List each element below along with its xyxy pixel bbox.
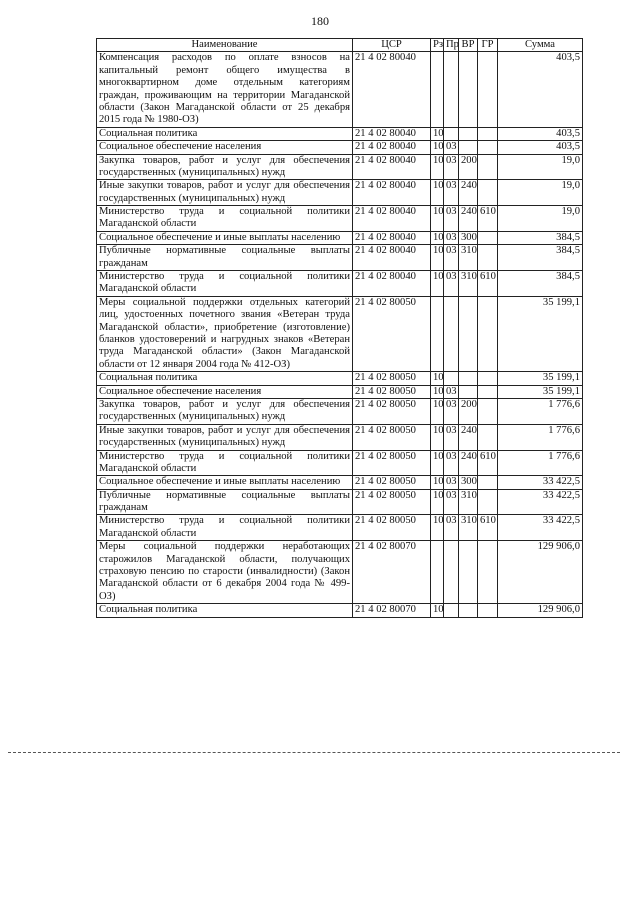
cell-sum: 33 422,5 [498, 515, 583, 541]
column-header-gr: ГР [478, 39, 498, 52]
column-header-name: Наименование [97, 39, 353, 52]
cell-pr: 03 [444, 385, 459, 398]
cell-rz: 10 [431, 127, 444, 140]
page-number: 180 [311, 14, 329, 28]
cell-csr: 21 4 02 80040 [353, 206, 431, 232]
cell-pr: 03 [444, 450, 459, 476]
cell-gr [478, 541, 498, 604]
cell-vr [459, 141, 478, 154]
cell-name: Министерство труда и социальной политики Магаданской области [97, 271, 353, 297]
cell-vr [459, 604, 478, 617]
cell-name: Министерство труда и социальной политики Магаданской области [97, 515, 353, 541]
cell-rz: 10 [431, 231, 444, 244]
cell-vr: 200 [459, 398, 478, 424]
cell-name: Публичные нормативные социальные выплаты гражданам [97, 245, 353, 271]
table-row [97, 489, 583, 515]
cell-gr: 610 [478, 206, 498, 232]
cell-pr: 03 [444, 515, 459, 541]
table-row [97, 296, 583, 371]
cell-gr [478, 52, 498, 127]
cell-name: Социальное обеспечение и иные выплаты населению [97, 231, 353, 244]
column-header-sum: Сумма [498, 39, 583, 52]
budget-table [96, 38, 583, 618]
cell-vr: 300 [459, 476, 478, 489]
cell-vr: 240 [459, 450, 478, 476]
cell-gr [478, 180, 498, 206]
cell-gr: 610 [478, 515, 498, 541]
column-header-pr: Пр [444, 39, 459, 52]
cell-csr: 21 4 02 80040 [353, 231, 431, 244]
cell-vr [459, 127, 478, 140]
cell-csr: 21 4 02 80040 [353, 180, 431, 206]
table-row [97, 245, 583, 271]
cell-name: Социальная политика [97, 604, 353, 617]
cell-vr: 310 [459, 271, 478, 297]
cell-rz: 10 [431, 154, 444, 180]
cell-rz [431, 52, 444, 127]
cell-sum: 1 776,6 [498, 398, 583, 424]
cell-gr [478, 476, 498, 489]
cell-vr [459, 541, 478, 604]
cell-sum: 35 199,1 [498, 296, 583, 371]
cell-name: Социальное обеспечение населения [97, 141, 353, 154]
cell-gr [478, 398, 498, 424]
table-row [97, 231, 583, 244]
cell-vr: 240 [459, 206, 478, 232]
table-row [97, 541, 583, 604]
table-row [97, 141, 583, 154]
cell-gr [478, 604, 498, 617]
cell-sum: 129 906,0 [498, 604, 583, 617]
table-row [97, 398, 583, 424]
cell-rz: 10 [431, 515, 444, 541]
column-header-vr: ВР [459, 39, 478, 52]
table-row [97, 450, 583, 476]
cell-gr [478, 296, 498, 371]
cell-pr [444, 296, 459, 371]
cell-vr: 310 [459, 515, 478, 541]
cell-sum: 1 776,6 [498, 450, 583, 476]
cell-name: Закупка товаров, работ и услуг для обеспечения государственных (муниципальных) нужд [97, 398, 353, 424]
cell-vr: 300 [459, 231, 478, 244]
cell-vr: 200 [459, 154, 478, 180]
cell-pr [444, 127, 459, 140]
cell-sum: 19,0 [498, 180, 583, 206]
cell-gr [478, 424, 498, 450]
cell-pr: 03 [444, 245, 459, 271]
cell-name: Меры социальной поддержки неработающих старожилов Магаданской области, получающих страховую пенсию по старости (инвалидности) (Закон Магаданской области от 6 декабря 2004 года № 499-ОЗ) [97, 541, 353, 604]
cell-sum: 129 906,0 [498, 541, 583, 604]
table-row [97, 206, 583, 232]
cell-name: Социальное обеспечение и иные выплаты населению [97, 476, 353, 489]
cell-sum: 35 199,1 [498, 385, 583, 398]
cell-sum: 403,5 [498, 52, 583, 127]
cell-pr [444, 372, 459, 385]
cell-name: Социальное обеспечение населения [97, 385, 353, 398]
cell-name: Министерство труда и социальной политики Магаданской области [97, 450, 353, 476]
cell-rz: 10 [431, 476, 444, 489]
cell-csr: 21 4 02 80040 [353, 127, 431, 140]
cell-gr [478, 127, 498, 140]
cell-csr: 21 4 02 80050 [353, 450, 431, 476]
table-row [97, 154, 583, 180]
cell-gr [478, 385, 498, 398]
cell-name: Публичные нормативные социальные выплаты гражданам [97, 489, 353, 515]
cell-gr: 610 [478, 271, 498, 297]
cell-csr: 21 4 02 80050 [353, 385, 431, 398]
cell-sum: 19,0 [498, 154, 583, 180]
table-row [97, 385, 583, 398]
cell-rz: 10 [431, 141, 444, 154]
table-row [97, 372, 583, 385]
cell-vr [459, 372, 478, 385]
cell-rz: 10 [431, 206, 444, 232]
cell-csr: 21 4 02 80050 [353, 424, 431, 450]
cell-sum: 403,5 [498, 141, 583, 154]
cell-pr [444, 52, 459, 127]
table-row [97, 127, 583, 140]
cell-csr: 21 4 02 80050 [353, 476, 431, 489]
cell-pr: 03 [444, 489, 459, 515]
cell-vr [459, 296, 478, 371]
cell-rz: 10 [431, 245, 444, 271]
cell-csr: 21 4 02 80050 [353, 489, 431, 515]
cell-sum: 403,5 [498, 127, 583, 140]
cell-name: Министерство труда и социальной политики Магаданской области [97, 206, 353, 232]
cell-rz: 10 [431, 450, 444, 476]
cell-gr [478, 141, 498, 154]
column-header-csr: ЦСР [353, 39, 431, 52]
cell-rz: 10 [431, 271, 444, 297]
cell-name: Иные закупки товаров, работ и услуг для обеспечения государственных (муниципальных) нужд [97, 424, 353, 450]
cell-rz: 10 [431, 385, 444, 398]
cell-pr [444, 541, 459, 604]
cell-pr: 03 [444, 271, 459, 297]
cell-name: Закупка товаров, работ и услуг для обеспечения государственных (муниципальных) нужд [97, 154, 353, 180]
table-row [97, 424, 583, 450]
cell-rz: 10 [431, 489, 444, 515]
cell-csr: 21 4 02 80070 [353, 604, 431, 617]
cell-sum: 19,0 [498, 206, 583, 232]
cell-gr [478, 154, 498, 180]
cell-vr [459, 385, 478, 398]
cell-csr: 21 4 02 80040 [353, 245, 431, 271]
cell-rz: 10 [431, 372, 444, 385]
cell-rz: 10 [431, 398, 444, 424]
cell-pr: 03 [444, 141, 459, 154]
table-row [97, 476, 583, 489]
cell-rz: 10 [431, 604, 444, 617]
cell-sum: 35 199,1 [498, 372, 583, 385]
cell-sum: 33 422,5 [498, 489, 583, 515]
cell-sum: 384,5 [498, 245, 583, 271]
table-row [97, 515, 583, 541]
cell-csr: 21 4 02 80040 [353, 52, 431, 127]
table-body [97, 52, 583, 617]
cell-sum: 384,5 [498, 271, 583, 297]
table-header-row [97, 39, 583, 52]
cell-csr: 21 4 02 80050 [353, 372, 431, 385]
cell-name: Социальная политика [97, 127, 353, 140]
cell-gr: 610 [478, 450, 498, 476]
cell-sum: 1 776,6 [498, 424, 583, 450]
table-row [97, 180, 583, 206]
cell-pr: 03 [444, 424, 459, 450]
cell-pr: 03 [444, 476, 459, 489]
cell-rz: 10 [431, 424, 444, 450]
cell-gr [478, 489, 498, 515]
cell-name: Иные закупки товаров, работ и услуг для обеспечения государственных (муниципальных) нужд [97, 180, 353, 206]
cell-rz [431, 296, 444, 371]
cell-vr [459, 52, 478, 127]
cell-csr: 21 4 02 80050 [353, 296, 431, 371]
table-row [97, 52, 583, 127]
cell-rz [431, 541, 444, 604]
cell-csr: 21 4 02 80040 [353, 271, 431, 297]
cell-vr: 310 [459, 245, 478, 271]
cell-vr: 310 [459, 489, 478, 515]
cell-pr: 03 [444, 154, 459, 180]
cell-pr: 03 [444, 180, 459, 206]
cell-name: Меры социальной поддержки отдельных категорий лиц, удостоенных почетного звания «Ветеран труда Магаданской области», приобретение (изготовление) бланков удостоверений и нагрудных знаков «Ветеран труда Магаданской области» (Закон Магаданской области от 12 января 2004 года № 412-ОЗ) [97, 296, 353, 371]
cell-csr: 21 4 02 80070 [353, 541, 431, 604]
cell-csr: 21 4 02 80040 [353, 141, 431, 154]
column-header-rz: Рз [431, 39, 444, 52]
cell-vr: 240 [459, 180, 478, 206]
cell-gr [478, 372, 498, 385]
table-row [97, 271, 583, 297]
cell-sum: 33 422,5 [498, 476, 583, 489]
cell-name: Компенсация расходов по оплате взносов на капитальный ремонт общего имущества в многоквартирном доме отдельным категориям граждан, проживающим на территории Магаданской области (Закон Магаданской области от 25 декабря 2015 года № 1980-ОЗ) [97, 52, 353, 127]
cell-vr: 240 [459, 424, 478, 450]
cell-sum: 384,5 [498, 231, 583, 244]
cell-csr: 21 4 02 80050 [353, 398, 431, 424]
cell-gr [478, 231, 498, 244]
cell-name: Социальная политика [97, 372, 353, 385]
table-row [97, 604, 583, 617]
cell-pr: 03 [444, 398, 459, 424]
cell-csr: 21 4 02 80050 [353, 515, 431, 541]
footer-divider [8, 752, 620, 753]
cell-rz: 10 [431, 180, 444, 206]
cell-pr: 03 [444, 206, 459, 232]
cell-pr [444, 604, 459, 617]
cell-csr: 21 4 02 80040 [353, 154, 431, 180]
cell-pr: 03 [444, 231, 459, 244]
cell-gr [478, 245, 498, 271]
